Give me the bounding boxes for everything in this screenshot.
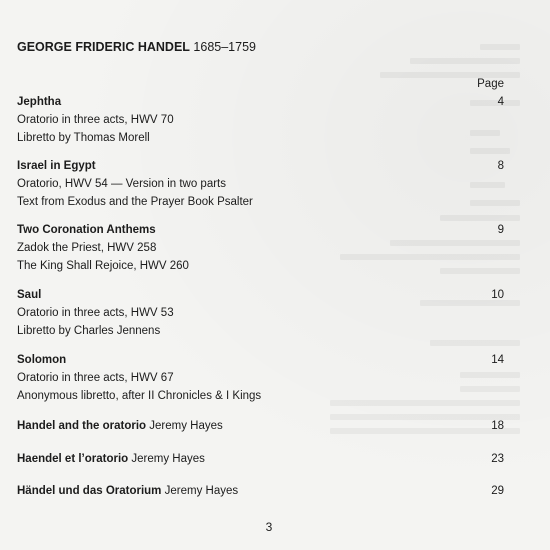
toc-entry-essay-german bbox=[17, 482, 517, 500]
footer-page-number: 3 bbox=[265, 520, 273, 534]
entry-author: Jeremy Hayes bbox=[131, 453, 205, 465]
entry-author: Jeremy Hayes bbox=[164, 485, 239, 497]
entry-title: Israel in Egypt bbox=[17, 160, 96, 172]
entry-page-number: 14 bbox=[491, 354, 504, 366]
entry-page-number: 18 bbox=[491, 420, 504, 432]
entry-title: Haendel et l’oratorio bbox=[17, 453, 129, 465]
toc-entry-jephtha bbox=[17, 93, 517, 147]
toc-entry-israel-in-egypt bbox=[17, 157, 517, 211]
entry-description: Zadok the Priest, HWV 258 bbox=[17, 242, 157, 254]
show-through-mark bbox=[470, 148, 510, 154]
entry-page-number: 9 bbox=[497, 224, 504, 236]
entry-title: Handel and the oratorio bbox=[17, 420, 147, 432]
entry-page-number: 23 bbox=[491, 453, 504, 465]
show-through-mark bbox=[410, 58, 520, 64]
page-column-label: Page bbox=[477, 78, 504, 90]
entry-page-number: 10 bbox=[491, 289, 504, 301]
toc-entry-essay-french bbox=[17, 450, 517, 468]
entry-title: Saul bbox=[17, 289, 42, 301]
entry-title: Solomon bbox=[17, 354, 67, 366]
entry-author: Jeremy Hayes bbox=[149, 420, 223, 432]
entry-librettist: Libretto by Thomas Morell bbox=[17, 132, 150, 144]
composer-dates: 1685–1759 bbox=[193, 40, 256, 54]
page-footer bbox=[0, 520, 550, 534]
entry-title: Two Coronation Anthems bbox=[17, 224, 156, 236]
entry-description: Oratorio, HWV 54 — Version in two parts bbox=[17, 178, 226, 190]
show-through-mark bbox=[430, 340, 520, 346]
entry-description: Oratorio in three acts, HWV 70 bbox=[17, 114, 174, 126]
entry-title: Händel und das Oratorium bbox=[17, 485, 162, 497]
entry-page-number: 4 bbox=[497, 96, 504, 108]
toc-entry-solomon bbox=[17, 351, 517, 405]
entry-description: Oratorio in three acts, HWV 53 bbox=[17, 307, 174, 319]
entry-librettist: Anonymous libretto, after II Chronicles & I Kings bbox=[17, 390, 262, 402]
toc-entry-coronation-anthems bbox=[17, 221, 517, 275]
entry-description: Oratorio in three acts, HWV 67 bbox=[17, 372, 174, 384]
entry-page-number: 29 bbox=[491, 485, 504, 497]
toc-entry-saul bbox=[17, 286, 517, 340]
entry-description: The King Shall Rejoice, HWV 260 bbox=[17, 260, 189, 272]
show-through-mark bbox=[480, 44, 520, 50]
page-header bbox=[17, 40, 256, 54]
entry-librettist: Text from Exodus and the Prayer Book Psalter bbox=[17, 196, 253, 208]
toc-entry-essay-english bbox=[17, 417, 517, 435]
entry-title: Jephtha bbox=[17, 96, 62, 108]
entry-librettist: Libretto by Charles Jennens bbox=[17, 325, 161, 337]
composer-name: GEORGE FRIDERIC HANDEL bbox=[17, 40, 190, 54]
entry-page-number: 8 bbox=[497, 160, 504, 172]
